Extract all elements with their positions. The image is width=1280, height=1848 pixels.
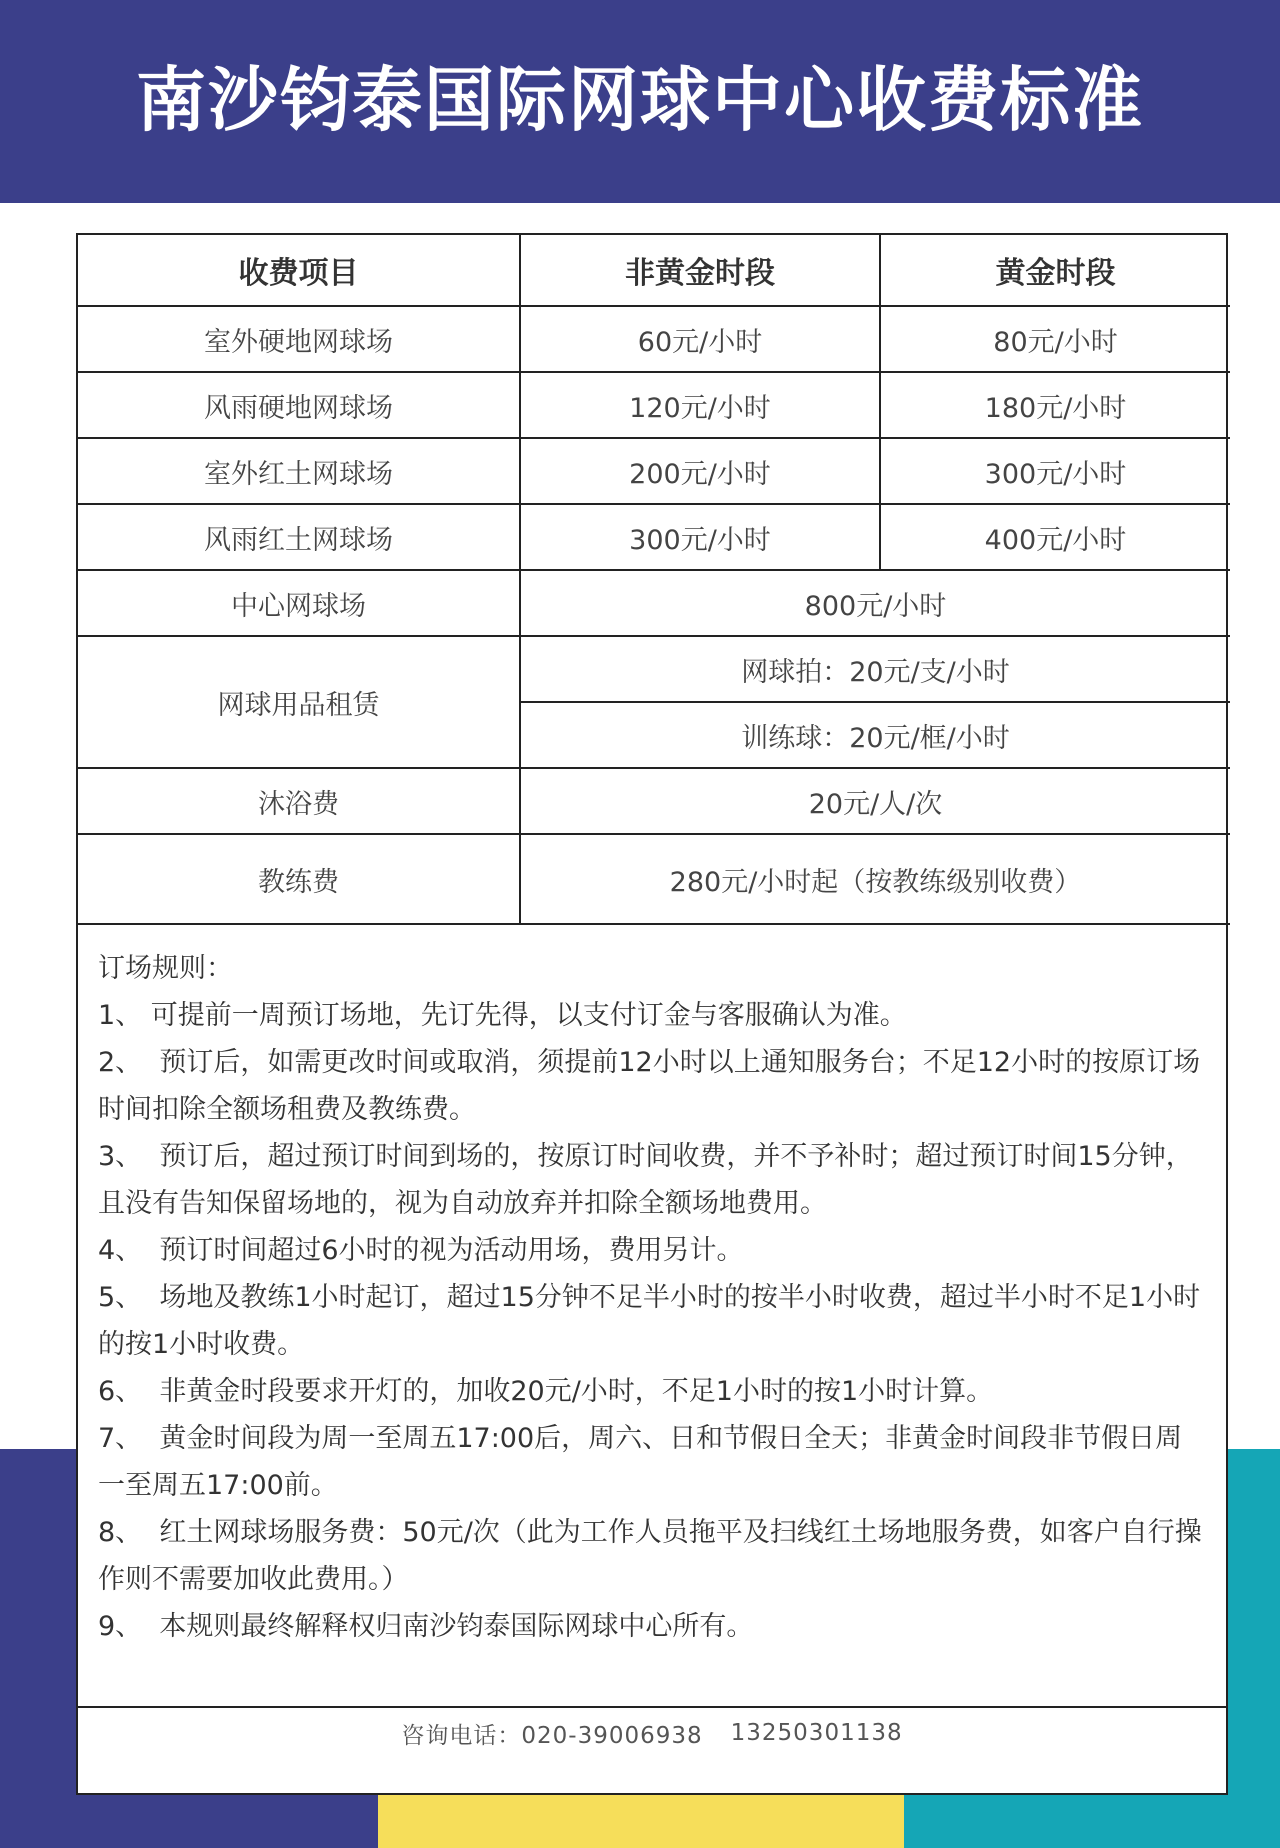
rule-item [98,1227,1204,1274]
rule-item [98,1133,1204,1227]
rule-number: 4、 [98,1235,151,1266]
table-row [78,372,1230,438]
header-item: 收费项目 [78,235,520,306]
rule-item [98,1509,1204,1603]
row-item: 网球用品租赁 [78,636,520,768]
rule-item [98,1368,1204,1415]
rules-heading: 订场规则： [98,953,233,984]
rule-text: 黄金时间段为周一至周五17:00后，周六、日和节假日全天；非黄金时间段非节假日周一至周五17:00前。 [98,1423,1183,1501]
table-row-center-court [78,570,1230,636]
rule-text: 可提前一周预订场地，先订先得，以支付订金与客服确认为准。 [150,1000,907,1031]
header-peak: 黄金时段 [880,235,1230,306]
coach-price: 280元/小时起（按教练级别收费） [520,834,1230,924]
rule-number: 3、 [98,1141,151,1172]
row-off-peak-price: 300元/小时 [520,504,880,570]
decor-bottom-middle [378,1790,904,1848]
row-item: 中心网球场 [78,570,520,636]
ball-rental-price: 训练球：20元/框/小时 [520,702,1230,768]
row-item: 风雨硬地网球场 [78,372,520,438]
rule-item [98,1039,1204,1133]
rule-text: 场地及教练1小时起订，超过15分钟不足半小时的按半小时收费，超过半小时不足1小时的按1小时收费。 [98,1282,1201,1360]
rule-number: 8、 [98,1517,151,1548]
rule-number: 1、 [98,1000,151,1031]
rule-item [98,1274,1204,1368]
row-peak-price: 400元/小时 [880,504,1230,570]
rule-text: 预订后，超过预订时间到场的，按原订时间收费，并不予补时；超过预订时间15分钟，且没有告知保留场地的，视为自动放弃并扣除全额场地费用。 [98,1141,1193,1219]
contact-mobile: 13250301138 [730,1720,903,1746]
rule-item [98,992,1204,1039]
row-peak-price: 80元/小时 [880,306,1230,372]
rule-item [98,1415,1204,1509]
row-item: 沐浴费 [78,768,520,834]
row-off-peak-price: 60元/小时 [520,306,880,372]
rule-item [98,1603,1204,1650]
booking-rules [78,925,1226,1708]
racket-rental-price: 网球拍：20元/支/小时 [520,636,1230,702]
rule-text: 本规则最终解释权归南沙钧泰国际网球中心所有。 [159,1611,754,1642]
row-off-peak-price: 120元/小时 [520,372,880,438]
rule-text: 预订时间超过6小时的视为活动用场，费用另计。 [159,1235,744,1266]
contact-phone: 咨询电话：020-39006938 [401,1722,703,1749]
row-peak-price: 180元/小时 [880,372,1230,438]
header-band [0,0,1280,203]
rule-number: 9、 [98,1611,151,1642]
fee-sheet [76,233,1228,1795]
rule-number: 7、 [98,1423,151,1454]
table-row-shower [78,768,1230,834]
rule-text: 非黄金时段要求开灯的，加收20元/小时，不足1小时的按1小时计算。 [159,1376,994,1407]
rule-text: 预订后，如需更改时间或取消，须提前12小时以上通知服务台；不足12小时的按原订场时间扣除全额场租费及教练费。 [98,1047,1201,1125]
page-title: 南沙钧泰国际网球中心收费标准 [136,59,1144,141]
rule-number: 6、 [98,1376,151,1407]
table-row-coach [78,834,1230,924]
row-item: 室外红土网球场 [78,438,520,504]
table-row [78,438,1230,504]
rule-number: 5、 [98,1282,151,1313]
row-item: 教练费 [78,834,520,924]
table-row [78,504,1230,570]
row-peak-price: 300元/小时 [880,438,1230,504]
center-court-price: 800元/小时 [520,570,1230,636]
table-row [78,306,1230,372]
rule-text: 红土网球场服务费：50元/次（此为工作人员拖平及扫线红土场地服务费，如客户自行操作则不需要加收此费用。） [98,1517,1202,1595]
contact-info [78,1708,1226,1758]
table-row-rental [78,636,1230,702]
fee-table [78,235,1230,925]
table-header-row [78,235,1230,306]
header-off-peak: 非黄金时段 [520,235,880,306]
row-off-peak-price: 200元/小时 [520,438,880,504]
shower-price: 20元/人/次 [520,768,1230,834]
row-item: 室外硬地网球场 [78,306,520,372]
rule-number: 2、 [98,1047,151,1078]
row-item: 风雨红土网球场 [78,504,520,570]
